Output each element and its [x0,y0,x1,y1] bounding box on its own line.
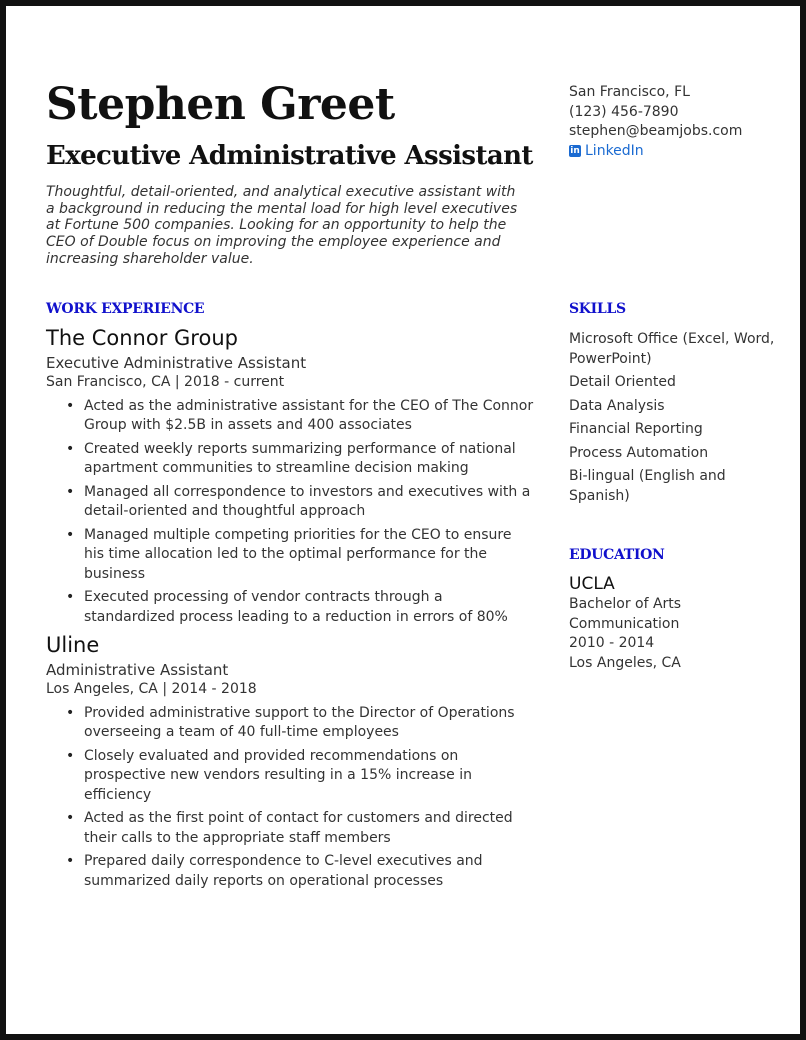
job-company: The Connor Group [46,326,238,350]
job-bullets [46,704,536,892]
job-bullet: • Acted as the administrative assistant for the CEO of The Connor Group with $2.5B in assets and 400 associates [84,397,534,436]
job-entry [46,325,536,631]
skills-heading: SKILLS [569,301,626,317]
job-bullet: • Prepared daily correspondence to C-level executives and summarized daily reports on operational processes [84,852,534,891]
job-bullet: • Acted as the first point of contact for customers and directed their calls to the appropriate staff members [84,809,534,848]
job-role: Executive Administrative Assistant [46,354,307,373]
contact-location: San Francisco, FL [569,84,690,100]
linkedin-label: LinkedIn [585,142,644,159]
skill-item: Bi-lingual (English and Spanish) [569,468,726,504]
skills-list [569,330,789,510]
skill-item: Data Analysis [569,397,665,414]
education-field: Communication [569,615,680,632]
skill-item: Detail Oriented [569,374,676,390]
education-location: Los Angeles, CA [569,654,681,671]
skill-item: Financial Reporting [569,421,703,437]
candidate-title: Executive Administrative Assistant [46,141,533,171]
job-bullet: • Closely evaluated and provided recommendations on prospective new vendors resulting in a 15% increase in efficiency [84,747,534,806]
skill-item: Process Automation [569,444,709,461]
education-years: 2010 - 2014 [569,635,655,651]
work-experience-heading: WORK EXPERIENCE [46,301,205,317]
summary: Thoughtful, detail-oriented, and analytical executive assistant with a background in reducing the mental load for high level executives at Fortune 500 companies. Looking for an opportunity to help the CEO of Double focus on improving the employee experience and increasing shareholder value. [46,184,518,267]
contact-email[interactable]: stephen@beamjobs.com [569,123,743,139]
education-heading: EDUCATION [569,547,665,563]
job-bullet: • Created weekly reports summarizing performance of national apartment communities to streamline decision making [84,440,534,479]
education-entry [569,574,789,673]
education-school: UCLA [569,574,615,594]
linkedin-icon: in [570,146,580,157]
job-bullet: • Managed multiple competing priorities for the CEO to ensure his time allocation led to the optimal performance for the business [84,526,534,585]
job-entry [46,632,536,895]
job-meta: San Francisco, CA | 2018 - current [46,374,285,391]
job-role: Administrative Assistant [46,661,229,680]
education-degree: Bachelor of Arts [569,596,682,612]
linkedin-link[interactable] [569,142,742,162]
job-bullet: • Provided administrative support to the Director of Operations overseeing a team of 40 full-time employees [84,704,534,743]
job-meta: Los Angeles, CA | 2014 - 2018 [46,681,257,698]
job-bullet: • Managed all correspondence to investors and executives with a detail-oriented and thoughtful approach [84,483,534,522]
job-bullets [46,397,536,628]
candidate-name: Stephen Greet [46,79,395,130]
job-company: Uline [46,633,100,657]
job-bullet: • Executed processing of vendor contracts through a standardized process leading to a reduction in errors of 80% [84,588,534,627]
contact-block [569,83,742,161]
contact-phone: (123) 456-7890 [569,103,679,120]
skill-item: Microsoft Office (Excel, Word, PowerPoint) [569,331,775,367]
